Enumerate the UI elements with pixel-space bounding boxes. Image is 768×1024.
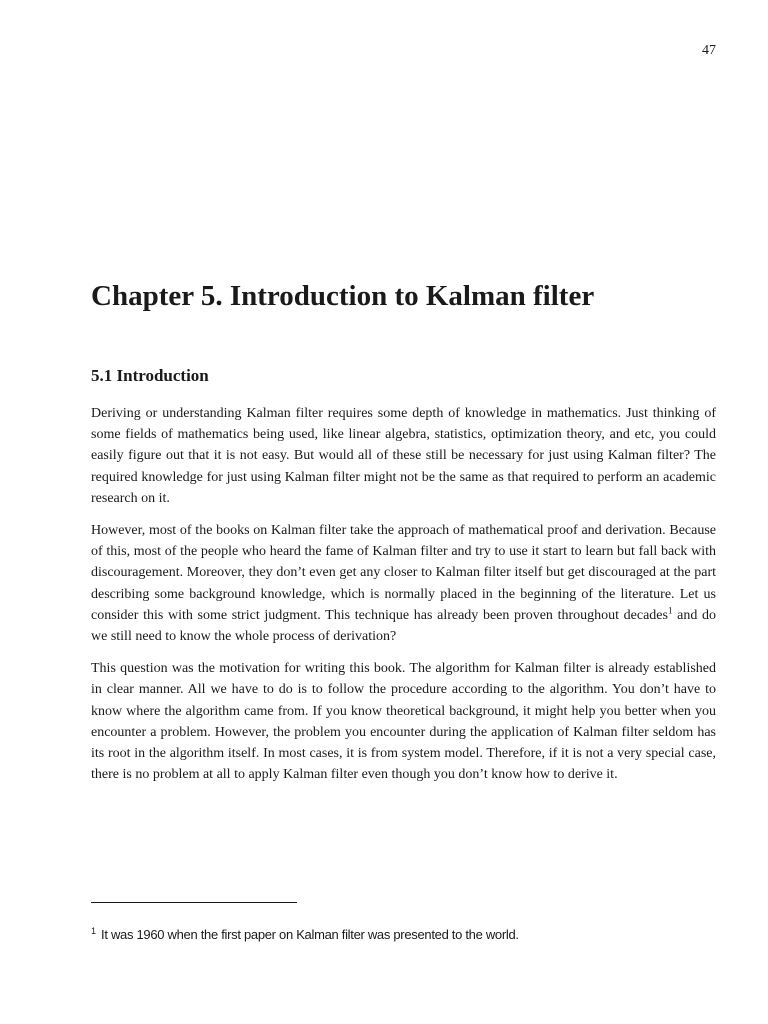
paragraph-1: Deriving or understanding Kalman filter requires some depth of knowledge in mathematics. Just thinking of some fields of mathematics being used, like linear algebra, statistics, optimization theory, and etc, you could easily figure out that it is not easy. But would all of these still be necessary for just using Kalman filter? The required knowledge for just using Kalman filter might not be the same as that required to perform an academic research on it. (91, 406, 716, 506)
footnote-text: It was 1960 when the first paper on Kalman filter was presented to the world. (101, 927, 519, 942)
paragraph-2-text: However, most of the books on Kalman filter take the approach of mathematical proof and derivation. Because of this, most of the people who heard the fame of Kalman filter and try to use it start to learn but fall back with discouragement. Moreover, they don’t even get any closer to Kalman filter itself but get discouraged at the part describing some background knowledge, which is normally placed in the beginning of the literature. Let us consider this with some strict judgment. This technique has already been proven throughout decades (91, 523, 716, 623)
section-title: 5.1 Introduction (91, 366, 209, 385)
paragraph-2 (91, 520, 716, 647)
chapter-title: Chapter 5. Introduction to Kalman filter (91, 280, 595, 312)
body-text (91, 403, 716, 796)
page-number: 47 (702, 43, 716, 58)
paragraph-2-continuation: and do we still need to know the whole process of derivation? (91, 607, 716, 645)
paragraph-3: This question was the motivation for writing this book. The algorithm for Kalman filter is already established in clear manner. All we have to do is to follow the procedure according to the algorithm. You don’t have to know where the algorithm came from. If you know theoretical background, it might help you better when you encounter a problem. However, the problem you encounter during the application of Kalman filter seldom has its root in the algorithm itself. In most cases, it is from system model. Therefore, if it is not a very special case, there is no problem at all to apply Kalman filter even though you don’t know how to derive it. (91, 661, 716, 783)
footnote (91, 926, 731, 944)
footnote-divider (91, 902, 297, 903)
footnote-mark: 1 (91, 925, 96, 936)
footnote-reference[interactable]: 1 (667, 605, 673, 616)
